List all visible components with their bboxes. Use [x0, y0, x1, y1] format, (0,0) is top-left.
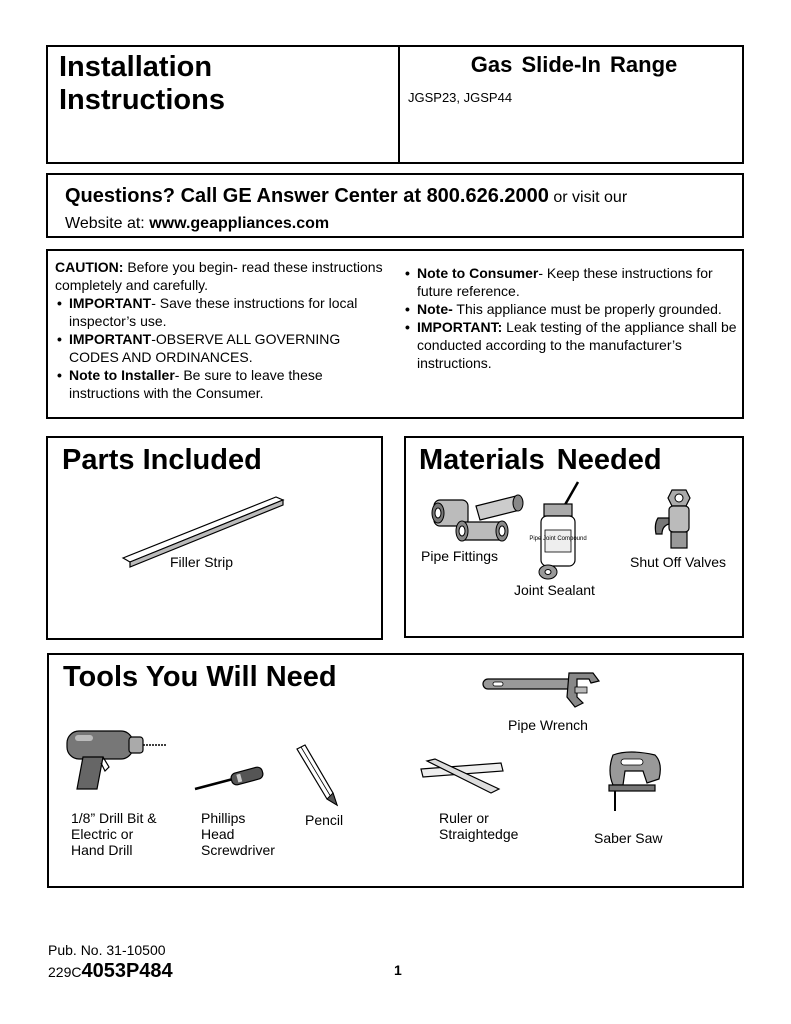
title-line1: Installation: [59, 51, 213, 83]
pipe-fittings-icon: [428, 488, 528, 550]
saber-saw-label: Saber Saw: [594, 830, 663, 846]
page-number: 1: [394, 962, 402, 978]
caution-left-list: [55, 294, 385, 402]
jar-label: Pipe Joint Compound: [529, 536, 587, 542]
caution-box: [46, 249, 744, 419]
pub-number: Pub. No. 31-10500: [48, 942, 166, 958]
header-divider: [398, 47, 400, 162]
drill-label: 1/8” Drill Bit & Electric or Hand Drill: [71, 810, 157, 858]
caution-left-column: [55, 258, 385, 402]
model-numbers: JGSP23, JGSP44: [408, 90, 513, 105]
screwdriver-label: Phillips Head Screwdriver: [201, 810, 275, 858]
parts-title: Parts Included: [62, 444, 262, 476]
part-number: [48, 960, 173, 983]
list-item: • Note to Installer- Be sure to leave these instructions with the Consumer.: [55, 366, 385, 402]
materials-box: [404, 436, 744, 638]
list-item: • Note- This appliance must be properly grounded.: [403, 300, 743, 318]
questions-phone: Questions? Call GE Answer Center at 800.626.2000: [65, 185, 549, 207]
list-item: • IMPORTANT- Save these instructions for local inspector’s use.: [55, 294, 385, 330]
pipe-fittings-label: Pipe Fittings: [421, 548, 499, 564]
pipe-wrench-icon: [479, 671, 609, 711]
joint-sealant-icon: [529, 480, 587, 582]
caution-text: Before you begin- read these instructions completely and carefully.: [55, 259, 383, 293]
caution-right-list: [403, 264, 743, 372]
website-url[interactable]: www.geappliances.com: [149, 215, 330, 232]
drill-icon: [63, 727, 173, 799]
list-item: • IMPORTANT: Leak testing of the appliance shall be conducted according to the manufacturer’s instructions.: [403, 318, 743, 372]
pencil-label: Pencil: [305, 812, 344, 828]
pencil-icon: [293, 743, 341, 809]
caution-intro: [55, 258, 385, 294]
questions-line: [65, 185, 627, 208]
part-prefix: 229C: [48, 964, 82, 980]
website-label: Website at:: [65, 215, 145, 232]
product-name: Gas Slide-In Range: [470, 52, 678, 77]
questions-tail: or visit our: [548, 189, 628, 206]
page-title: [59, 51, 225, 117]
list-item: • Note to Consumer- Keep these instructions for future reference.: [403, 264, 743, 300]
materials-title: Materials Needed: [419, 444, 662, 476]
screwdriver-icon: [191, 767, 269, 793]
contact-box: [46, 173, 744, 238]
joint-sealant-label: Joint Sealant: [514, 582, 595, 598]
website-line: [65, 215, 329, 233]
ruler-icon: [417, 759, 509, 797]
pipe-wrench-label: Pipe Wrench: [508, 717, 588, 733]
parts-box: [46, 436, 383, 640]
tools-title: Tools You Will Need: [63, 661, 337, 693]
tools-box: [47, 653, 744, 888]
list-item: • IMPORTANT-OBSERVE ALL GOVERNING CODES AND ORDINANCES.: [55, 330, 385, 366]
title-line2: Instructions: [59, 84, 225, 116]
part-main: 4053P484: [81, 960, 173, 982]
ruler-label: Ruler or Straightedge: [439, 810, 519, 842]
shut-off-valve-icon: [652, 488, 698, 552]
caution-right-column: [403, 264, 743, 372]
header-box: [46, 45, 744, 164]
filler-strip-label: Filler Strip: [170, 554, 234, 570]
shut-off-valves-label: Shut Off Valves: [630, 554, 726, 570]
caution-label: CAUTION:: [55, 259, 124, 275]
saber-saw-icon: [599, 749, 669, 815]
